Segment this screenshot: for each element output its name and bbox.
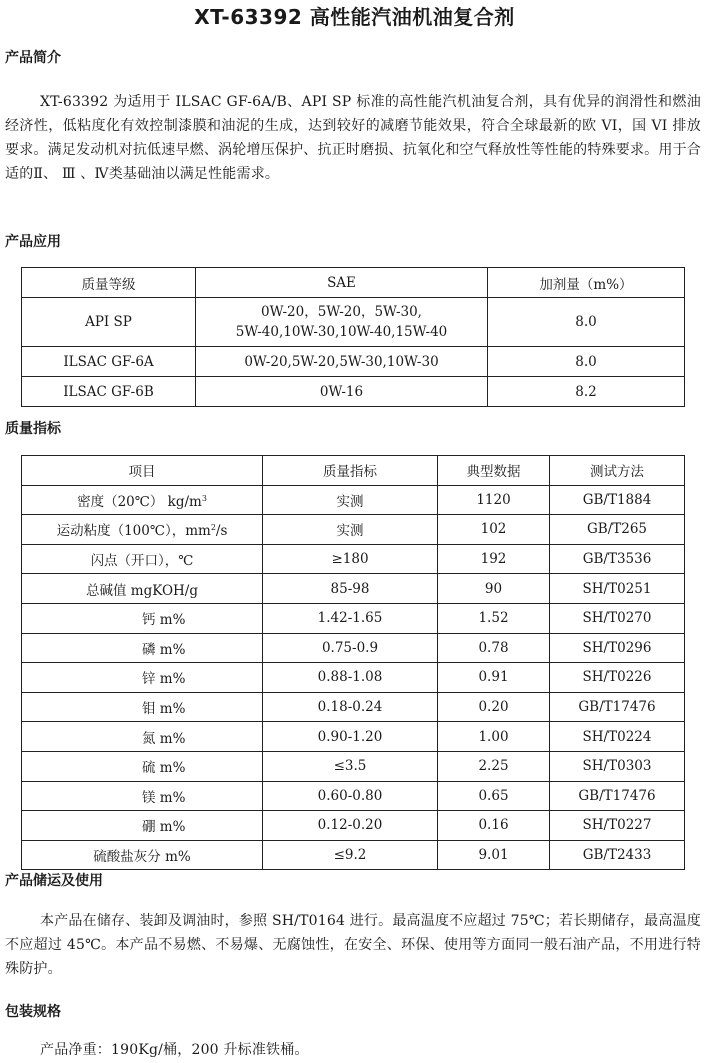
application-table [21, 267, 685, 407]
item-cell: 磷 m% [22, 633, 263, 663]
table-header-row [22, 456, 685, 486]
storage-paragraph: 本产品在储存、装卸及调油时，参照 SH/T0164 进行。最高温度不应超过 75℃；若长期储存，最高温度不应超过 45℃。本产品不易燃、不易爆、无腐蚀性，在安全、环保、使用等方面同一般石油产品，不用进行特殊防护。 [5, 913, 701, 977]
method-cell: SH/T0251 [550, 574, 685, 604]
method-cell: GB/T1884 [550, 485, 685, 515]
item-cell: 氮 m% [22, 722, 263, 752]
spec-cell: ≥180 [263, 544, 438, 574]
application-heading: 产品应用 [5, 234, 61, 250]
spec-cell: 85-98 [263, 574, 438, 604]
sae-line: 0W-20，5W-20，5W-30, [261, 304, 422, 320]
dosage-cell: 8.0 [488, 347, 685, 377]
table-row [22, 663, 685, 693]
spec-cell: 实测 [263, 485, 438, 515]
grade-cell: ILSAC GF-6B [22, 377, 196, 407]
intro-paragraph: XT-63392 为适用于 ILSAC GF-6A/B、API SP 标准的高性能汽机油复合剂，具有优异的润滑性和燃油经济性，低粘度化有效控制漆膜和油泥的生成，达到较好的减磨节能效果，符合全球最新的欧 VI，国 VI 排放要求。满足发动机对抗低速早燃、涡轮增压保护、抗正时磨损、抗氧化和空气释放性等性能的特殊要求。用于合适的Ⅱ、 Ⅲ 、Ⅳ类基础油以满足性能需求。 [5, 94, 701, 182]
table-row [22, 751, 685, 781]
typical-cell: 102 [438, 515, 550, 545]
method-cell: GB/T2433 [550, 840, 685, 870]
item-cell [22, 515, 263, 545]
typical-cell: 1.52 [438, 603, 550, 633]
sae-cell: 0W-20,5W-20,5W-30,10W-30 [196, 347, 488, 377]
item-cell: 硫 m% [22, 751, 263, 781]
typical-cell: 9.01 [438, 840, 550, 870]
method-cell: GB/T17476 [550, 692, 685, 722]
intro-heading: 产品简介 [5, 50, 61, 66]
sae-cell [196, 298, 488, 347]
table-row [22, 485, 685, 515]
item-cell: 锌 m% [22, 663, 263, 693]
grade-cell: ILSAC GF-6A [22, 347, 196, 377]
grade-cell: API SP [22, 298, 196, 347]
column-header: SAE [196, 268, 488, 298]
typical-cell: 2.25 [438, 751, 550, 781]
spec-cell: 0.60-0.80 [263, 781, 438, 811]
method-cell: GB/T265 [550, 515, 685, 545]
table-row [22, 377, 685, 407]
item-cell: 闪点（开口），℃ [22, 544, 263, 574]
table-row [22, 722, 685, 752]
item-cell: 硫酸盐灰分 m% [22, 840, 263, 870]
quality-heading: 质量指标 [5, 421, 61, 437]
typical-cell: 192 [438, 544, 550, 574]
packaging-paragraph: 产品净重：190Kg/桶，200 升标准铁桶。 [40, 1042, 309, 1058]
spec-cell: 0.12-0.20 [263, 811, 438, 841]
spec-cell: 1.42-1.65 [263, 603, 438, 633]
method-cell: SH/T0303 [550, 751, 685, 781]
typical-cell: 0.91 [438, 663, 550, 693]
method-cell: GB/T17476 [550, 781, 685, 811]
column-header: 质量指标 [263, 456, 438, 486]
spec-cell: 0.18-0.24 [263, 692, 438, 722]
spec-cell: ≤3.5 [263, 751, 438, 781]
item-label: 运动粘度（100℃），mm [56, 523, 211, 540]
table-row [22, 692, 685, 722]
item-cell: 硼 m% [22, 811, 263, 841]
method-cell: SH/T0270 [550, 603, 685, 633]
typical-cell: 1.00 [438, 722, 550, 752]
dosage-cell: 8.0 [488, 298, 685, 347]
column-header: 加剂量（m%） [488, 268, 685, 298]
typical-cell: 90 [438, 574, 550, 604]
item-unit: /s [215, 523, 228, 540]
table-row [22, 781, 685, 811]
method-cell: SH/T0227 [550, 811, 685, 841]
spec-cell: 0.75-0.9 [263, 633, 438, 663]
sae-line: 5W-40,10W-30,10W-40,15W-40 [235, 324, 448, 340]
spec-cell: 0.90-1.20 [263, 722, 438, 752]
table-row [22, 603, 685, 633]
item-label: 密度（20℃） kg/m [77, 493, 202, 510]
table-row [22, 544, 685, 574]
table-row [22, 633, 685, 663]
table-row [22, 515, 685, 545]
typical-cell: 0.65 [438, 781, 550, 811]
column-header: 测试方法 [550, 456, 685, 486]
item-cell: 总碱值 mgKOH/g [22, 574, 263, 604]
typical-cell: 1120 [438, 485, 550, 515]
method-cell: SH/T0296 [550, 633, 685, 663]
table-header-row [22, 268, 685, 298]
column-header: 项目 [22, 456, 263, 486]
item-cell: 镁 m% [22, 781, 263, 811]
spec-cell: ≤9.2 [263, 840, 438, 870]
table-row [22, 840, 685, 870]
table-row [22, 811, 685, 841]
sae-cell: 0W-16 [196, 377, 488, 407]
quality-table [21, 455, 685, 870]
table-row [22, 574, 685, 604]
item-cell [22, 485, 263, 515]
table-row [22, 347, 685, 377]
method-cell: SH/T0226 [550, 663, 685, 693]
superscript: 3 [201, 493, 207, 503]
column-header: 典型数据 [438, 456, 550, 486]
column-header: 质量等级 [22, 268, 196, 298]
typical-cell: 0.16 [438, 811, 550, 841]
method-cell: SH/T0224 [550, 722, 685, 752]
item-cell: 钙 m% [22, 603, 263, 633]
spec-cell: 实测 [263, 515, 438, 545]
spec-cell: 0.88-1.08 [263, 663, 438, 693]
dosage-cell: 8.2 [488, 377, 685, 407]
packaging-heading: 包装规格 [5, 1004, 61, 1020]
document-title: XT-63392 高性能汽油机油复合剂 [194, 5, 515, 29]
superscript: 2 [210, 523, 216, 533]
item-cell: 钼 m% [22, 692, 263, 722]
typical-cell: 0.78 [438, 633, 550, 663]
typical-cell: 0.20 [438, 692, 550, 722]
storage-heading: 产品储运及使用 [5, 873, 103, 889]
table-row [22, 298, 685, 347]
method-cell: GB/T3536 [550, 544, 685, 574]
